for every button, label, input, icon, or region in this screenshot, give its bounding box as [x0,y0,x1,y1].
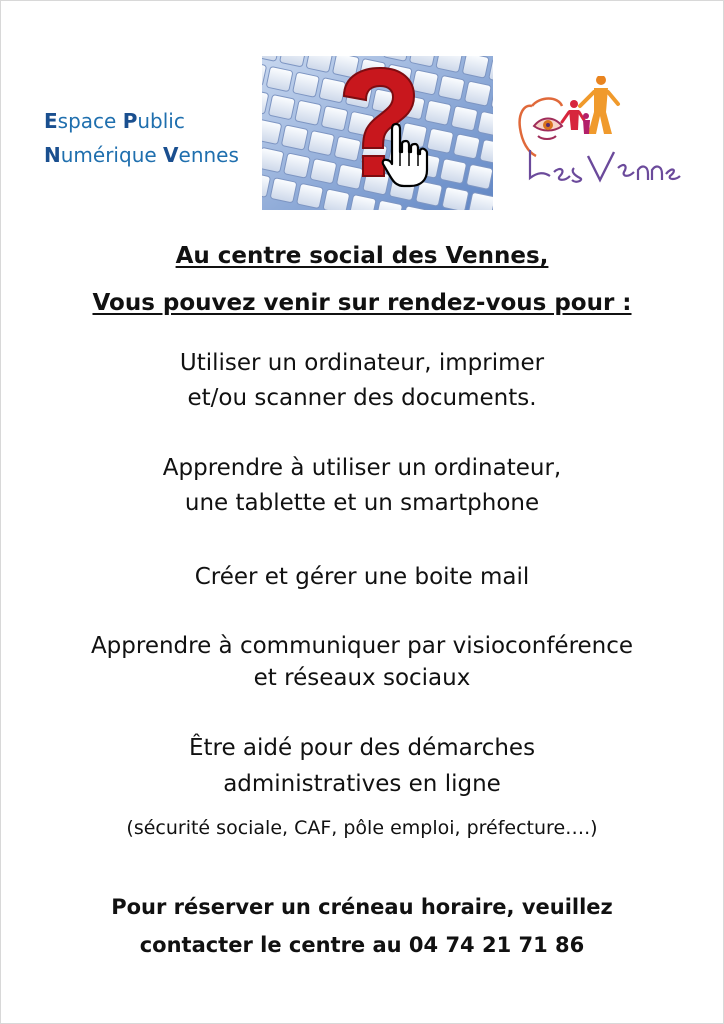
keyboard-key [295,100,322,125]
keyboard-key [466,164,493,189]
brand-line-2-part-3: ennes [178,143,239,167]
heading-appointment: Vous pouvez venir sur rendez-vous pour : [92,290,632,316]
keyboard-key [440,159,467,184]
keyboard-illustration [262,56,493,210]
service-1-line-1: Utiliser un ordinateur, imprimer [179,350,545,376]
brand-line-1-part-0: E [44,109,58,133]
heading-location: Au centre social des Vennes, [175,243,549,269]
brand-line-1 [44,104,259,138]
contact-line-1: Pour réserver un créneau horaire, veuillez [111,895,613,919]
service-4-line-1: Apprendre à communiquer par visioconférence [90,633,634,659]
brand-line-2-part-1: umérique [60,143,164,167]
service-2-line-2: une tablette et un smartphone [184,490,540,516]
brand-line-2-part-0: N [44,143,61,167]
keyboard-key [310,159,337,184]
keyboard-key [270,178,297,203]
keyboard-key [453,134,480,159]
keyboard-key [464,81,491,106]
keyboard-key [268,94,295,119]
service-5-line-1: Être aidé pour des démarches [188,735,536,761]
brand-line-1-part-2: P [122,109,138,133]
service-5-line-2: administratives en ligne [223,771,501,797]
keyboard-key [451,106,478,131]
brand-line-1-part-1: space [57,109,123,133]
service-1-line-2: et/ou scanner des documents. [187,385,537,411]
keyboard-key [334,136,361,161]
les-vennes-logo [514,76,684,188]
keyboard-key [293,72,320,97]
brand-line-2-part-2: V [163,143,179,167]
keyboard-key [266,66,293,91]
keyboard-key [442,187,469,210]
keyboard-key [425,100,452,125]
service-4-line-2: et réseaux sociaux [253,665,471,691]
brand-title [44,104,259,172]
keyboard-key [427,128,454,153]
keyboard-key [297,183,324,208]
keyboard-key [308,130,335,155]
keyboard-key [336,164,363,189]
keyboard-key [319,78,346,103]
keyboard-key [281,125,308,150]
service-2-line-1: Apprendre à utiliser un ordinateur, [162,455,562,481]
keyboard-key [321,106,348,131]
keyboard-question-mark-image [262,56,493,210]
keyboard-key [284,153,311,178]
service-note: (sécurité sociale, CAF, pôle emploi, préfecture….) [126,817,598,839]
service-3-line-1: Créer et gérer une boite mail [194,564,530,590]
logo-illustration [514,76,684,188]
brand-line-2 [44,138,259,172]
contact-line-2: contacter le centre au 04 74 21 71 86 [139,933,585,957]
keyboard-key [262,147,284,172]
keyboard-key [438,75,465,100]
brand-line-1-part-3: ublic [137,109,185,133]
keyboard-key [412,70,439,95]
